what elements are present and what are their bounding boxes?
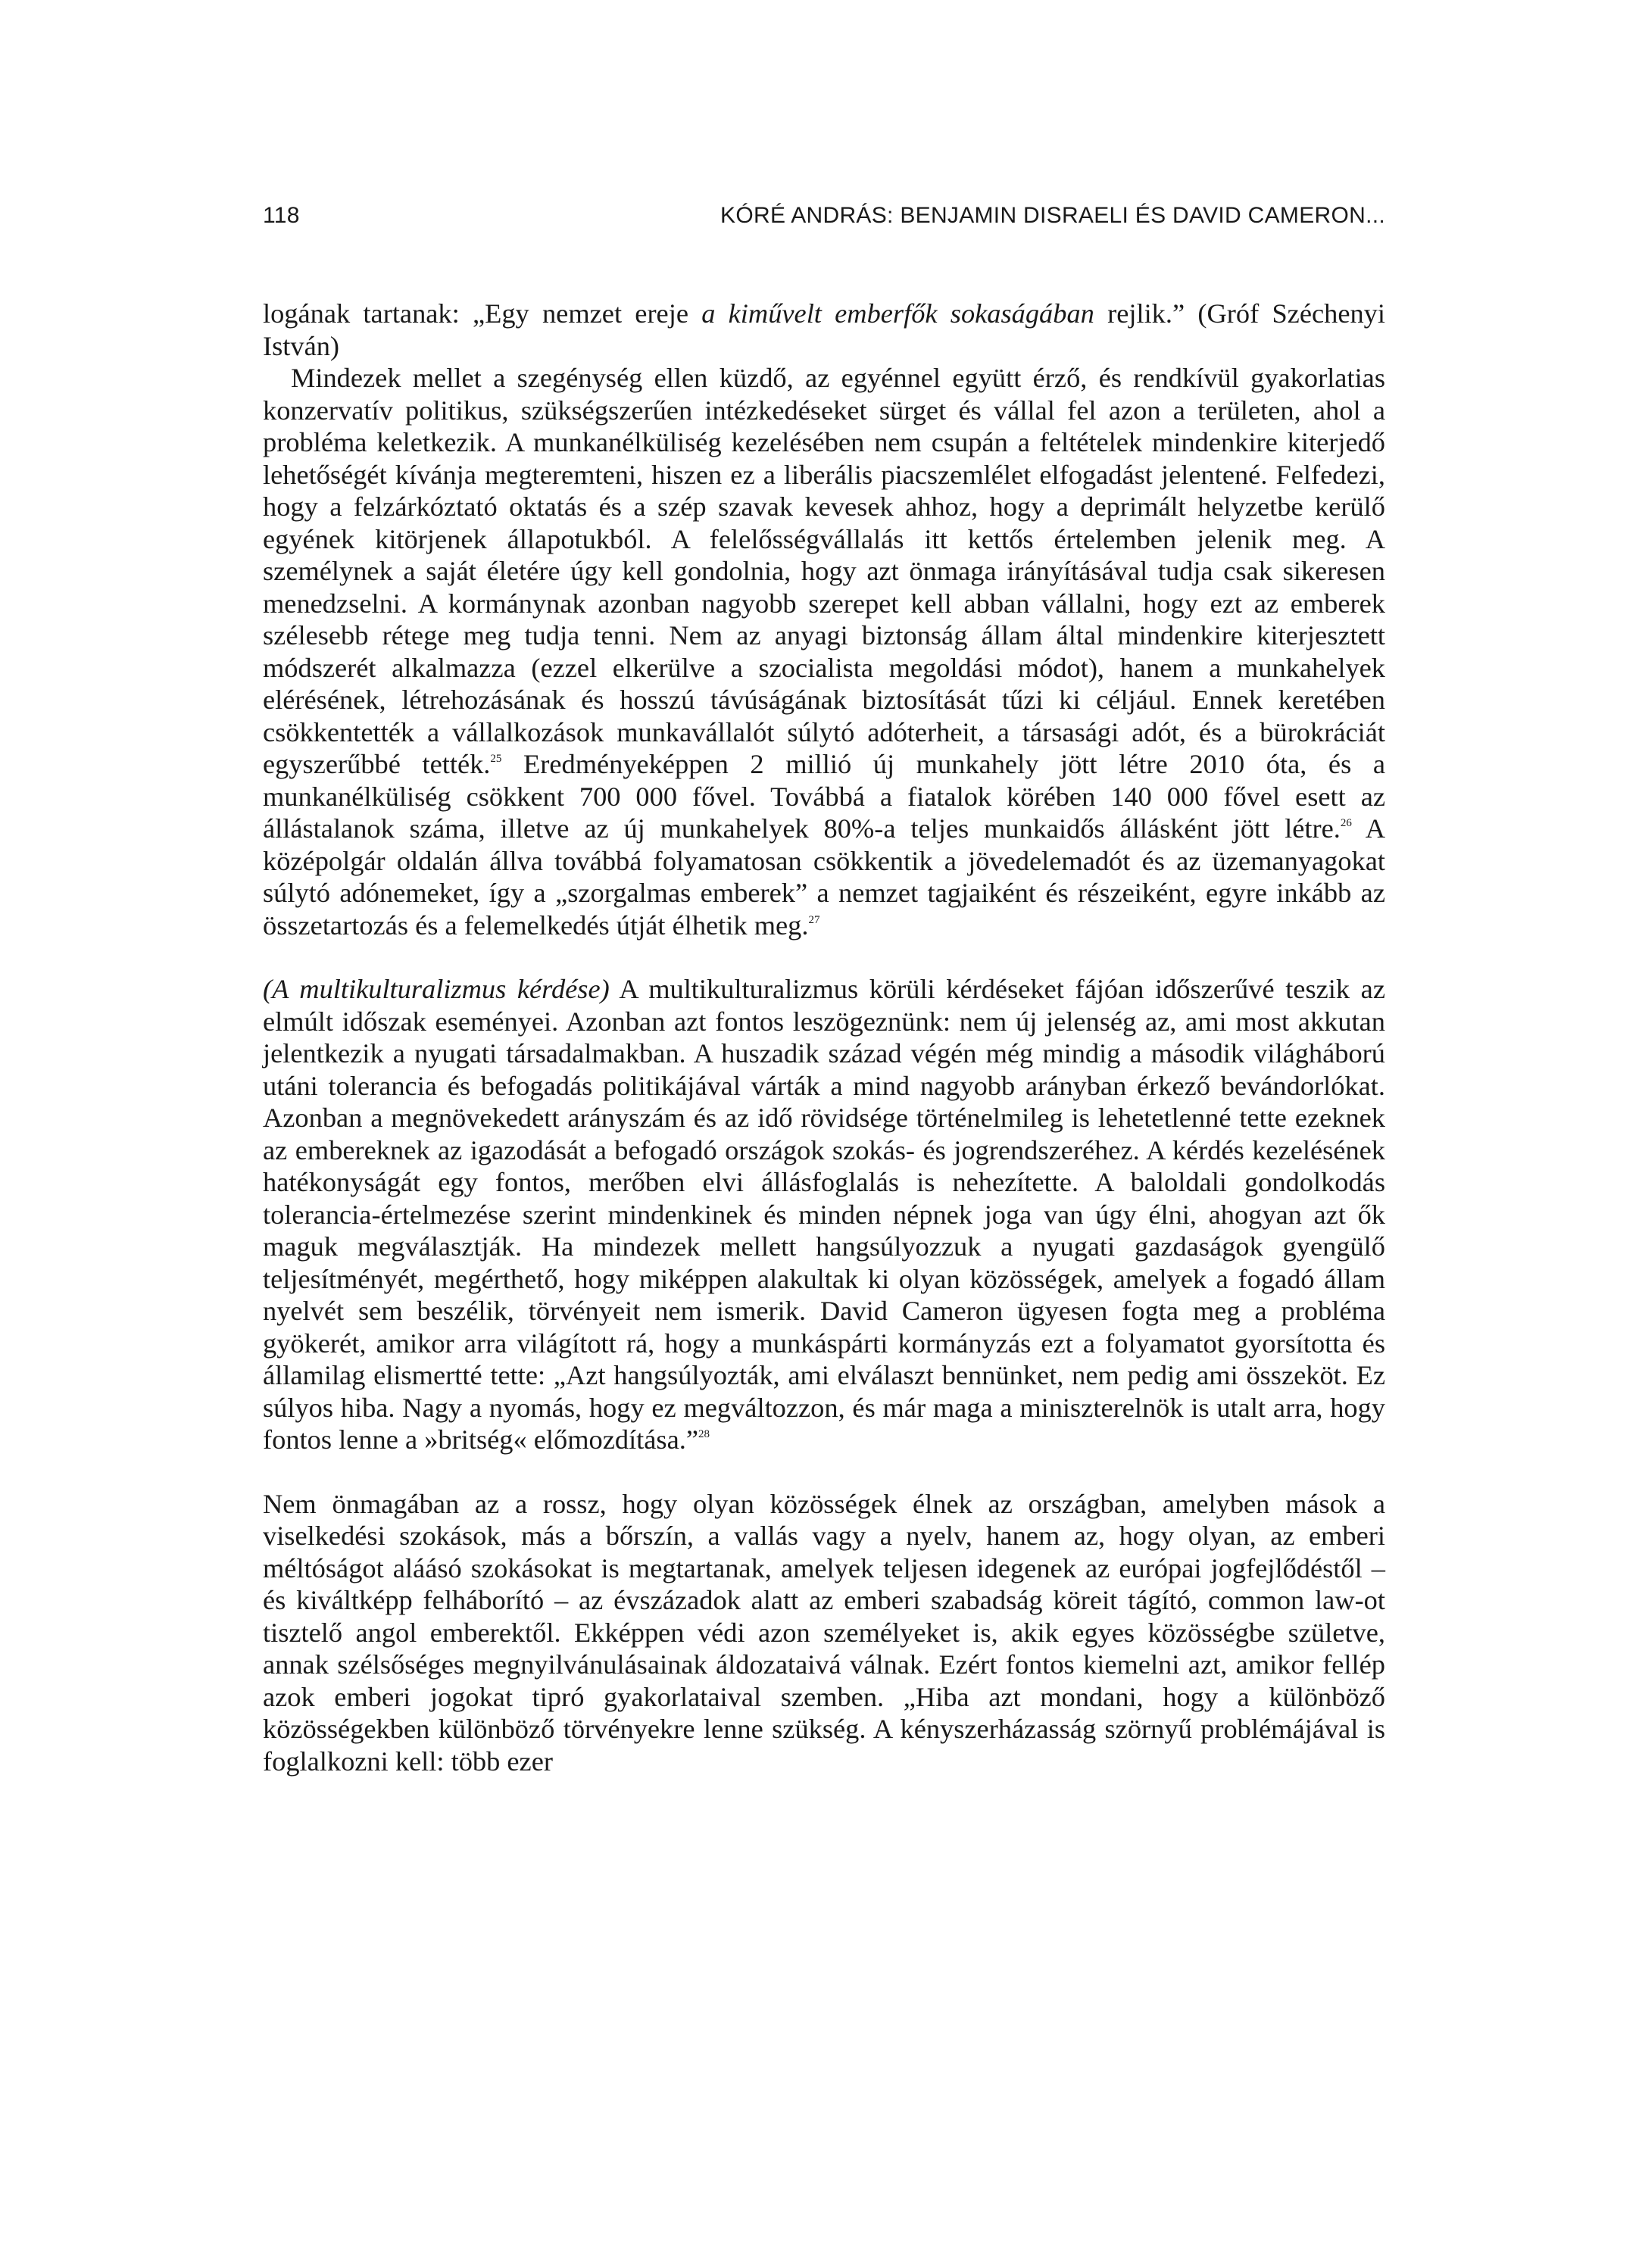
footnote-marker: 26	[1340, 817, 1352, 829]
paragraph-continuation	[263, 298, 1385, 362]
paragraph-2	[263, 362, 1385, 941]
body-text	[263, 298, 1385, 1777]
paragraph-2-part-2: Eredményeképpen 2 millió új munkahely jött létre 2010 óta, és a munkanélküliség csökkent 700 000 fővel. Továbbá a fiatalok körében 140 000 fővel esett az állástalanok száma, illetve az új munkahelyek 80%-a teljes munkaidős állásként jött létre.	[263, 749, 1386, 844]
footnote-marker: 27	[808, 913, 820, 926]
footnote-marker: 28	[698, 1428, 710, 1440]
section-heading-italic: (A multikulturalizmus kérdése)	[263, 974, 610, 1004]
paragraph-3-text: A multikulturalizmus körüli kérdéseket fájóan időszerűvé teszik az elmúlt időszak eseményei. Azonban azt fontos leszögeznünk: nem új jelenség az, ami most akkutan jelentkezik a nyugati társadalmakban. A huszadik század végén még mindig a második világháború utáni tolerancia és befogadás politikájával várták a mind nagyobb arányban érkező bevándorlókat. Azonban a megnövekedett arányszám és az idő rövidsége történelmileg is lehetetlenné tette ezeknek az embereknek az igazodását a befogadó országok szokás- és jogrendszeréhez. A kérdés kezelésének hatékonyságát egy fontos, merőben elvi állásfoglalás is nehezítette. A baloldali gondolkodás tolerancia-értelmezése szerint mindenkinek és minden népnek joga van úgy élni, ahogyan azt ők maguk megválasztják. Ha mindezek mellett hangsúlyozzuk a nyugati gazdaságok gyengülő teljesítményét, megérthető, hogy miképpen alakultak ki olyan közösségek, amelyek a fogadó állam nyelvét sem beszélik, törvényeit nem ismerik. David Cameron ügyesen fogta meg a probléma gyökerét, amikor arra világított rá, hogy a munkáspárti kormányzás ezt a folyamatot gyorsította és államilag elismertté tette: „Azt hangsúlyozták, ami elválaszt bennünket, nem pedig ami összeköt. Ez súlyos hiba. Nagy a nyomás, hogy ez megváltozzon, és már maga a miniszterelnök is utalt arra, hogy fontos lenne a »britség« előmozdítása.”	[263, 974, 1385, 1455]
page-number: 118	[263, 203, 300, 228]
paragraph-2-part-3: A középolgár oldalán állva továbbá folyamatosan csökkentik a jövedelemadót és az üzemanyagokat súlytó adónemeket, így a „szorgalmas emberek” a nemzet tagjaiként és részeiként, egyre inkább az összetartozás és a felemelkedés útját élhetik meg.	[263, 813, 1385, 941]
paragraph-4	[263, 1488, 1385, 1778]
paragraph-4-text: Nem önmagában az a rossz, hogy olyan közösségek élnek az országban, amelyben mások a viselkedési szokások, más a bőrszín, a vallás vagy a nyelv, hanem az, hogy olyan, az emberi méltóságot aláásó szokásokat is megtartanak, amelyek teljesen idegenek az európai jogfejlődéstől – és kiváltképp felháborító – az évszázadok alatt az emberi szabadság köreit tágító, common law-ot tisztelő angol emberektől. Ekképpen védi azon személyeket is, akik egyes közösségbe születve, annak szélsőséges megnyilvánulásainak áldozataivá válnak. Ezért fontos kiemelni azt, amikor fellép azok emberi jogokat tipró gyakorlataival szemben. „Hiba azt mondani, hogy a különböző közösségekben különböző törvényekre lenne szükség. A kényszerházasság szörnyű problémájával is foglalkozni kell: több ezer	[263, 1488, 1385, 1777]
paragraph-1-text-after: rejlik.” (Gróf Széchenyi István)	[263, 298, 1385, 361]
footnote-marker: 25	[490, 753, 502, 765]
paragraph-1-text-before: logának tartanak: „Egy nemzet ereje	[263, 298, 702, 329]
running-header	[263, 203, 1385, 233]
running-title: KÓRÉ ANDRÁS: BENJAMIN DISRAELI ÉS DAVID CAMERON...	[720, 203, 1385, 228]
paragraph-3	[263, 973, 1385, 1456]
paragraph-2-part-1: Mindezek mellet a szegénység ellen küzdő, az egyénnel együtt érző, és rendkívül gyakorlatias konzervatív politikus, szükségszerűen intézkedéseket sürget és vállal fel azon a területen, ahol a probléma keletkezik. A munkanélküliség kezelésében nem csupán a feltételek mindenkire kiterjedő lehetőségét kívánja megteremteni, hiszen ez a liberális piacszemlélet elfogadást jelentené. Felfedezi, hogy a felzárkóztató oktatás és a szép szavak kevesek ahhoz, hogy a deprimált helyzetbe kerülő egyének kitörjenek állapotukból. A felelősségvállalás itt kettős értelemben jelenik meg. A személynek a saját életére úgy kell gondolnia, hogy azt önmaga irányításával tudja csak sikeresen menedzselni. A kormánynak azonban nagyobb szerepet kell abban vállalni, hogy ezt az emberek szélesebb rétege meg tudja tenni. Nem az anyagi biztonság állam által mindenkire kiterjesztett módszerét alkalmazza (ezzel elkerülve a szocialista megoldási módot), hanem a munkahelyek elérésének, létrehozásának és hosszú távúságának biztosítását tűzi ki céljául. Ennek keretében csökkentették a vállalkozások munkavállalót súlytó adóterheit, a társasági adót, és a bürokráciát egyszerűbbé tették.	[263, 363, 1385, 779]
paragraph-1-quote-italic: a kiművelt emberfők sokaságában	[701, 298, 1094, 329]
